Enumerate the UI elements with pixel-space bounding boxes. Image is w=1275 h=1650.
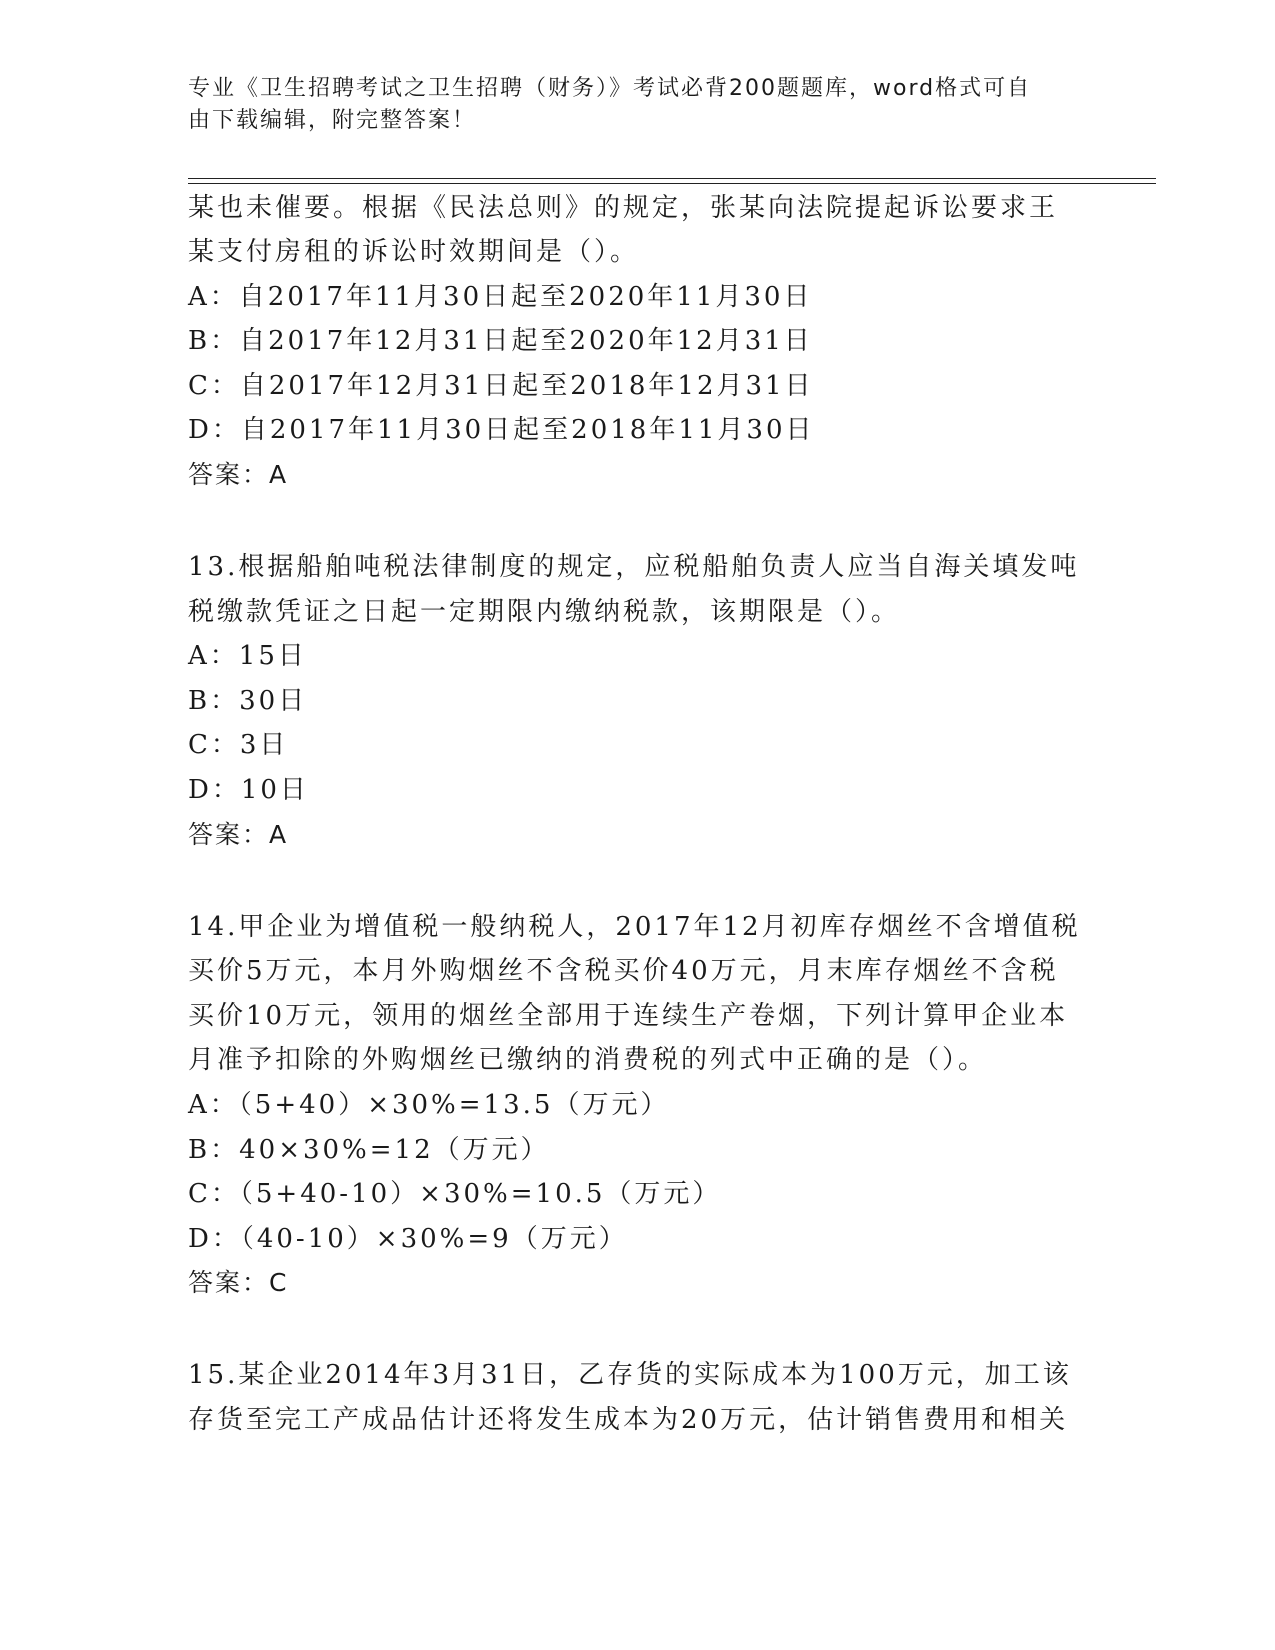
header-line-1: 专业《卫生招聘考试之卫生招聘（财务）》考试必背200题题库，word格式可自 [188, 76, 1032, 101]
q13-option-b: B：30日 [188, 686, 308, 716]
q13-stem-line-2: 税缴款凭证之日起一定期限内缴纳税款，该期限是（）。 [188, 597, 901, 627]
q14-option-b: B：40×30%=12（万元） [188, 1135, 550, 1165]
q14-stem-line-3: 买价10万元，领用的烟丝全部用于连续生产卷烟，下列计算甲企业本 [188, 1001, 1069, 1031]
q14-stem-line-4: 月准予扣除的外购烟丝已缴纳的消费税的列式中正确的是（）。 [188, 1045, 988, 1075]
header-divider-bottom [188, 183, 1156, 184]
q14-stem-line-1: 14.甲企业为增值税一般纳税人，2017年12月初库存烟丝不含增值税 [188, 912, 1081, 942]
q12-option-c: C：自2017年12月31日起至2018年12月31日 [188, 371, 814, 401]
document-header [188, 73, 1068, 137]
q13-answer: 答案：A [188, 820, 289, 849]
q14-answer: 答案：C [188, 1268, 289, 1297]
q14-option-c: C：（5+40-10）×30%=10.5（万元） [188, 1179, 722, 1209]
q14-option-d: D：（40-10）×30%=9（万元） [188, 1224, 628, 1254]
q12-stem-line-1: 某也未催要。根据《民法总则》的规定，张某向法院提起诉讼要求王 [188, 193, 1059, 223]
q13-option-d: D：10日 [188, 775, 309, 805]
q12-stem-line-2: 某支付房租的诉讼时效期间是（）。 [188, 237, 640, 267]
q14-stem-line-2: 买价5万元，本月外购烟丝不含税买价40万元，月末库存烟丝不含税 [188, 956, 1059, 986]
q13-stem-line-1: 13.根据船舶吨税法律制度的规定，应税船舶负责人应当自海关填发吨 [188, 552, 1080, 582]
q14-option-a: A：（5+40）×30%=13.5（万元） [188, 1090, 670, 1120]
q12-option-a: A：自2017年11月30日起至2020年11月30日 [188, 282, 813, 312]
header-line-2: 由下载编辑，附完整答案！ [188, 108, 477, 133]
q15-stem-line-2: 存货至完工产成品估计还将发生成本为20万元，估计销售费用和相关 [188, 1405, 1069, 1435]
q13-option-c: C：3日 [188, 730, 289, 760]
q12-answer: 答案：A [188, 460, 289, 489]
q12-option-b: B：自2017年12月31日起至2020年12月31日 [188, 326, 813, 356]
q13-option-a: A：15日 [188, 641, 307, 671]
header-divider-top [188, 178, 1156, 179]
q12-option-d: D：自2017年11月30日起至2018年11月30日 [188, 415, 815, 445]
q15-stem-line-1: 15.某企业2014年3月31日，乙存货的实际成本为100万元，加工该 [188, 1360, 1072, 1390]
